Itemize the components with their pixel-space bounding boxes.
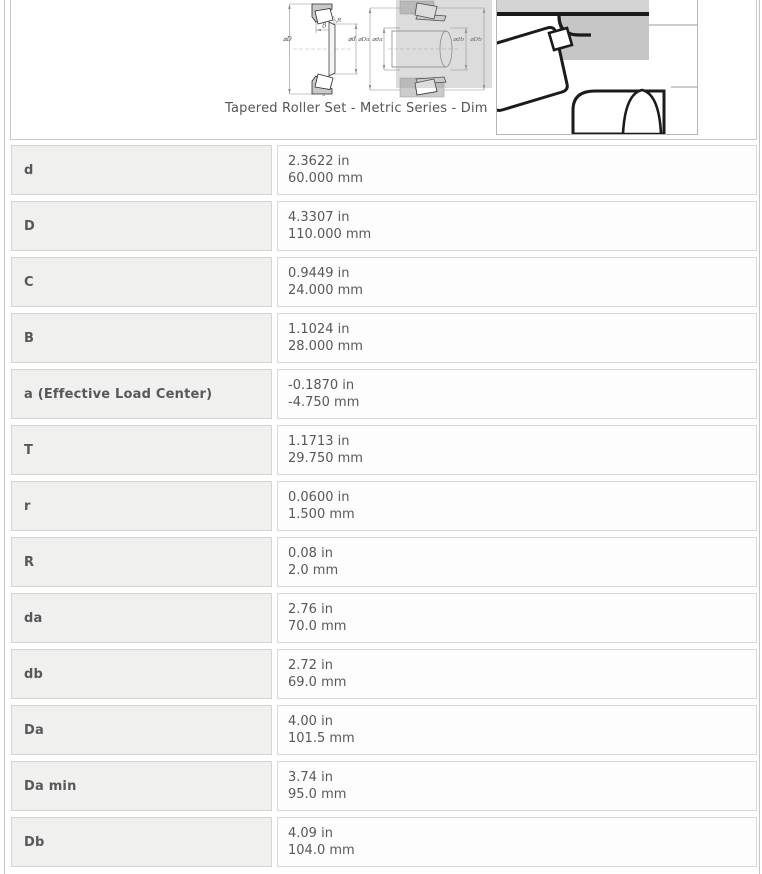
dimension-value (277, 145, 757, 195)
page-frame (4, 0, 760, 874)
dimension-value (277, 705, 757, 755)
dimension-label: T (11, 425, 272, 475)
dimension-label: B (11, 313, 272, 363)
dim-label-da: ⌀da (372, 37, 383, 43)
product-image-panel (10, 0, 757, 140)
value-mm: 101.5 mm (288, 731, 355, 746)
dimension-label: r (11, 481, 272, 531)
value-inch: 2.3622 in (288, 154, 350, 169)
dim-label-width: B (322, 22, 327, 30)
value-inch: 0.0600 in (288, 490, 350, 505)
table-row (11, 593, 757, 643)
table-row (11, 481, 757, 531)
table-row (11, 705, 757, 755)
value-mm: 69.0 mm (288, 675, 347, 690)
dim-label-bore: ⌀d (348, 36, 356, 43)
dimension-label: Da min (11, 761, 272, 811)
table-row (11, 761, 757, 811)
table-row (11, 537, 757, 587)
value-mm: 24.000 mm (288, 283, 363, 298)
dimension-label: da (11, 593, 272, 643)
dimension-value (277, 481, 757, 531)
table-row (11, 145, 757, 195)
table-row (11, 817, 757, 867)
value-mm: 95.0 mm (288, 787, 347, 802)
dim-label-load-center: a (322, 92, 325, 97)
value-inch: 3.74 in (288, 770, 333, 785)
value-inch: -0.1870 in (288, 378, 355, 393)
dimension-value (277, 593, 757, 643)
value-inch: 2.72 in (288, 658, 333, 673)
value-mm: 28.000 mm (288, 339, 363, 354)
dimension-label: Da (11, 705, 272, 755)
dimension-value (277, 817, 757, 867)
value-inch: 2.76 in (288, 602, 333, 617)
value-mm: 1.500 mm (288, 507, 355, 522)
magnified-bearing-drawing (497, 0, 698, 134)
dim-label-outer-diameter: ⌀D (283, 36, 292, 43)
value-inch: 1.1713 in (288, 434, 350, 449)
dimension-value (277, 257, 757, 307)
dimension-label: d (11, 145, 272, 195)
dim-label-Da: ⌀Da (358, 37, 370, 43)
dimension-label: db (11, 649, 272, 699)
value-mm: 70.0 mm (288, 619, 347, 634)
dimension-value (277, 425, 757, 475)
zoom-preview-pane (496, 0, 698, 135)
value-mm: 29.750 mm (288, 451, 363, 466)
value-inch: 0.9449 in (288, 266, 350, 281)
dimensions-table (11, 145, 757, 873)
table-row (11, 313, 757, 363)
dimension-value (277, 537, 757, 587)
dimension-label: C (11, 257, 272, 307)
table-row (11, 201, 757, 251)
zoom-lens-region[interactable] (396, 0, 492, 88)
image-caption: Tapered Roller Set - Metric Series - Dim (225, 101, 488, 116)
value-inch: 4.09 in (288, 826, 333, 841)
value-mm: -4.750 mm (288, 395, 360, 410)
dimension-label: R (11, 537, 272, 587)
dimension-value (277, 369, 757, 419)
dimension-value (277, 201, 757, 251)
dim-label-radius: R (337, 18, 342, 24)
dimension-value (277, 761, 757, 811)
table-row (11, 649, 757, 699)
table-row (11, 257, 757, 307)
dimension-label: D (11, 201, 272, 251)
value-mm: 110.000 mm (288, 227, 372, 242)
value-inch: 0.08 in (288, 546, 333, 561)
mounted-bearing-drawing[interactable] (358, 0, 494, 98)
table-row (11, 369, 757, 419)
dimension-value (277, 313, 757, 363)
dimension-value (277, 649, 757, 699)
bearing-cross-section-drawing[interactable] (283, 0, 365, 98)
value-inch: 4.3307 in (288, 210, 350, 225)
value-mm: 104.0 mm (288, 843, 355, 858)
value-mm: 2.0 mm (288, 563, 339, 578)
dimension-label: a (Effective Load Center) (11, 369, 272, 419)
table-row (11, 425, 757, 475)
value-mm: 60.000 mm (288, 171, 363, 186)
value-inch: 1.1024 in (288, 322, 350, 337)
value-inch: 4.00 in (288, 714, 333, 729)
dimension-label: Db (11, 817, 272, 867)
